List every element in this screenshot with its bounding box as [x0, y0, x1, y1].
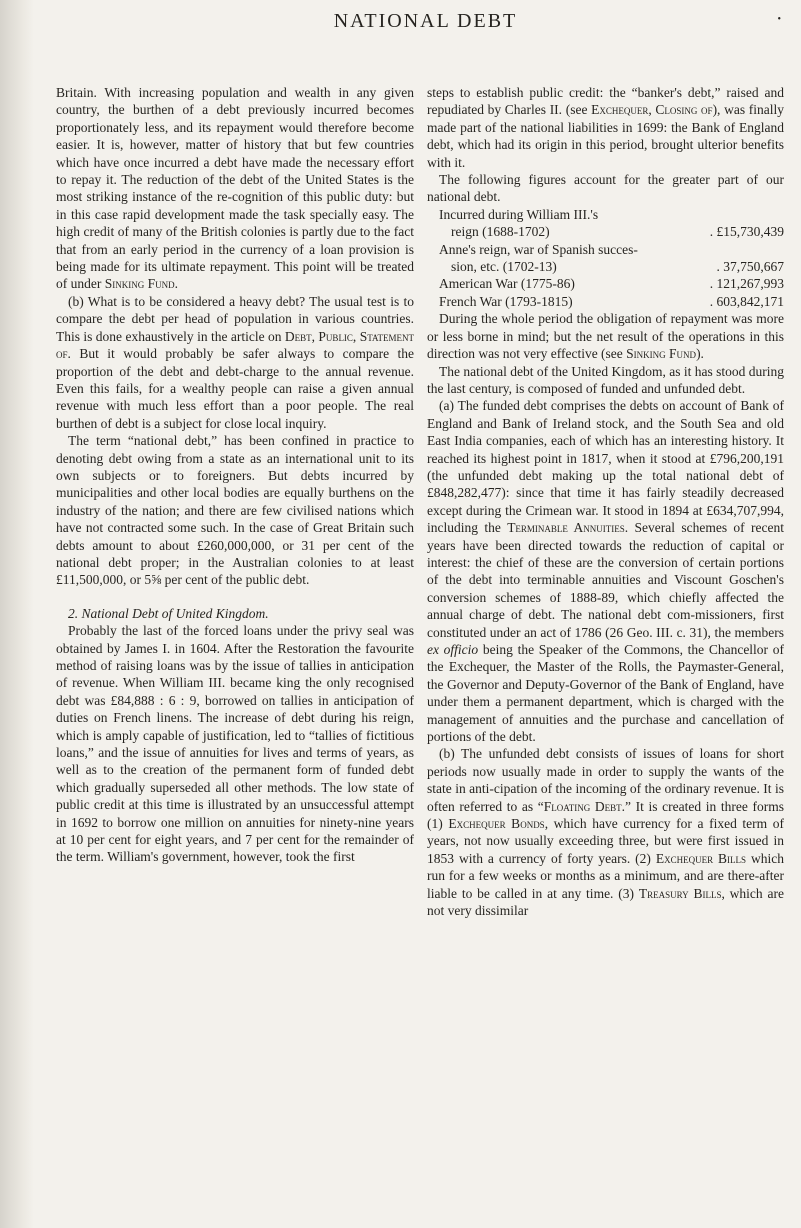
text-run: (a) The funded debt comprises the debts on account of Bank of England and Bank of Ireland stock, and the South Sea and old East India companies, each of which has an interesting history. It reached its highest point in 1817, when it stood at £796,200,191 (the unfunded debt making up the total national debt of £848,282,477): since that time it has fairly steadily decreased except during the Crimean war. It stood in 1894 at £634,707,994, including the	[427, 398, 784, 536]
table-label: American War (1775-86)	[439, 276, 575, 292]
paragraph: The national debt of the United Kingdom, as it has stood during the last century, is composed of funded and unfunded debt.	[427, 363, 784, 396]
cross-reference: Sinking Fund	[626, 346, 697, 362]
text-run: During the whole period the obligation of repayment was more or less borne in mind; but the net result of the operations in this direction was not very effective (see	[427, 311, 784, 362]
text-run: , which are not very dissimilar	[427, 885, 784, 919]
text-run: . But it would probably be safer always to compare the proportion of the debt and debt-charge to the annual revenue. Even this fails, for a wealthy people can raise a given annual revenue with much less effort than a poor people. The real burthen of debt is a subject for close local inquiry.	[56, 346, 414, 431]
text-run: .” It is created in three forms (1)	[427, 798, 785, 832]
paragraph	[427, 310, 784, 362]
paragraph	[427, 745, 784, 919]
cross-reference: Floating Debt	[543, 798, 622, 814]
table-amount: . 37,750,667	[716, 259, 784, 275]
paragraph	[427, 397, 784, 745]
paragraph	[56, 293, 414, 432]
text-run: , which have currency for a fixed term of years, not now usually exceeding three, but were first issued in 1853 with a currency of forty years. (2)	[427, 816, 784, 866]
table-row	[439, 206, 784, 223]
table-row	[439, 293, 784, 310]
table-label: Incurred during William III.'s	[439, 206, 599, 222]
text-run: which run for a few weeks or months as a minimum, and are there-after liable to be called in at any time. (3)	[427, 850, 784, 901]
table-rows	[439, 223, 784, 310]
table-row	[439, 241, 784, 258]
text-run: Britain. With increasing population and wealth in any given country, the burthen of a debt previously incurred becomes proportionately less, and its repayment would therefore become easier. It is, however, matter of history that but few countries which have once incurred a debt have made the necessary effort to repay it. The reduction of the debt of the United States is the most striking instance of the re-cognition of this public duty: but in this case rapid development made the task specially easy. The high credit of many of the British colonies is partly due to the fact that from an early period in the currency of a loan provision is being made for its ultimate repayment. This point will be treated of under	[56, 85, 414, 292]
text-run: (b) The unfunded debt consists of issues of loans for short periods now usually made in order to supply the wants of the state in anti-cipation of the incoming of the ordinary revenue. It is often referred to as “	[427, 746, 784, 814]
text-run: ).	[696, 346, 704, 362]
paragraph: Probably the last of the forced loans under the privy seal was obtained by James I. in 1604. After the Restoration the favourite method of raising loans was by the issue of tallies in anticipation of revenue. When William III. became king the only recognised debt was £84,888 : 6 : 9, borrowed on tallies in anticipation of duties on French linens. The increase of debt during his reign, which is amply capable of justification, led to “tallies of fictitious loans,” and the issue of annuities for lives and terms of years, as well as to the creation of the permanent form of funded debt which gradually superseded all other methods. The low state of public credit at this time is illustrated by an unsuccessful attempt in 1692 to borrow one million on annuities for ninety-nine years at 10 per cent for eight years, and 7 per cent for the remainder of the term. William's government, however, took the first	[56, 623, 414, 865]
left-column	[56, 84, 414, 866]
text-run: steps to establish public credit: the “banker's debt,” raised and repudiated by Charles II. (see	[427, 85, 784, 118]
text-run: being the Speaker of the Commons, the Chancellor of the Exchequer, the Master of the Rolls, the Paymaster-General, the Governor and Deputy-Governor of the Bank of England, have under them a permanent department, which is charged with the management of annuities and the purchase and cancellation of portions of the debt.	[427, 642, 784, 745]
table-label: Anne's reign, war of Spanish succes-	[439, 241, 638, 257]
text-run: (b) What is to be considered a heavy debt? The usual test is to compare the debt per head of population in various countries. This is done exhaustively in the article on	[56, 293, 414, 344]
table-amount	[674, 241, 784, 258]
text-run: .	[174, 276, 178, 292]
table-label: reign (1688-1702)	[451, 224, 550, 240]
table-label: sion, etc. (1702-13)	[451, 259, 557, 275]
table-amount: . 121,267,993	[709, 276, 784, 292]
table-amount: . 603,842,171	[709, 293, 784, 309]
page-mark: •	[777, 14, 781, 25]
cross-reference: Terminable Annuities	[507, 520, 625, 536]
italic-text: ex officio	[427, 642, 479, 657]
cross-reference: Exchequer, Closing of	[591, 102, 713, 118]
text-run: ), was finally made part of the national liabilities in 1699: the Bank of England debt, which had its origin in this period, brought ulterior benefits with it.	[427, 102, 784, 170]
paragraph: The term “national debt,” has been confined in practice to denoting debt owing from a state as an international unit to its own subjects or to foreigners. But debts incurred by municipalities and other local bodies are equally burthens on the industry of the nation; and there are few civilised nations which have not contracted some such. In the case of Great Britain such debts amount to about £260,000,000, or 31 per cent of the national debt proper; in the Australian colonies to at least £11,500,000, or 5⅝ per cent of the public debt.	[56, 433, 414, 588]
cross-reference: Exchequer Bonds	[448, 816, 545, 832]
debt-table	[439, 206, 784, 310]
section-heading	[56, 605, 414, 622]
cross-reference: Debt, Public, Statement of	[56, 328, 414, 362]
cross-reference: Exchequer Bills	[655, 850, 747, 866]
table-row	[439, 275, 784, 292]
cross-reference: Sinking Fund	[104, 276, 175, 292]
table-amount: . £15,730,439	[709, 224, 784, 240]
paragraph	[56, 84, 414, 293]
table-row	[439, 258, 784, 275]
paragraph: The following figures account for the greater part of our national debt.	[427, 172, 784, 205]
running-title: NATIONAL DEBT	[333, 10, 518, 32]
table-label: French War (1793-1815)	[439, 293, 573, 309]
right-column	[427, 84, 784, 920]
section-heading-text: 2. National Debt of United Kingdom.	[68, 605, 269, 621]
text-run: . Several schemes of recent years have been directed towards the reduction of capital or interest: the chief of these are the conversion of certain portions of the debt into terminable annuities and Viscount Goschen's conversion schemes of 1888-89, which chiefly affected the annual charge of debt. The national debt com-missioners, first constituted under an act of 1786 (26 Geo. III. c. 31), the members	[427, 520, 784, 640]
table-row	[439, 223, 784, 240]
paragraph	[427, 84, 784, 171]
cross-reference: Treasury Bills	[638, 885, 722, 901]
